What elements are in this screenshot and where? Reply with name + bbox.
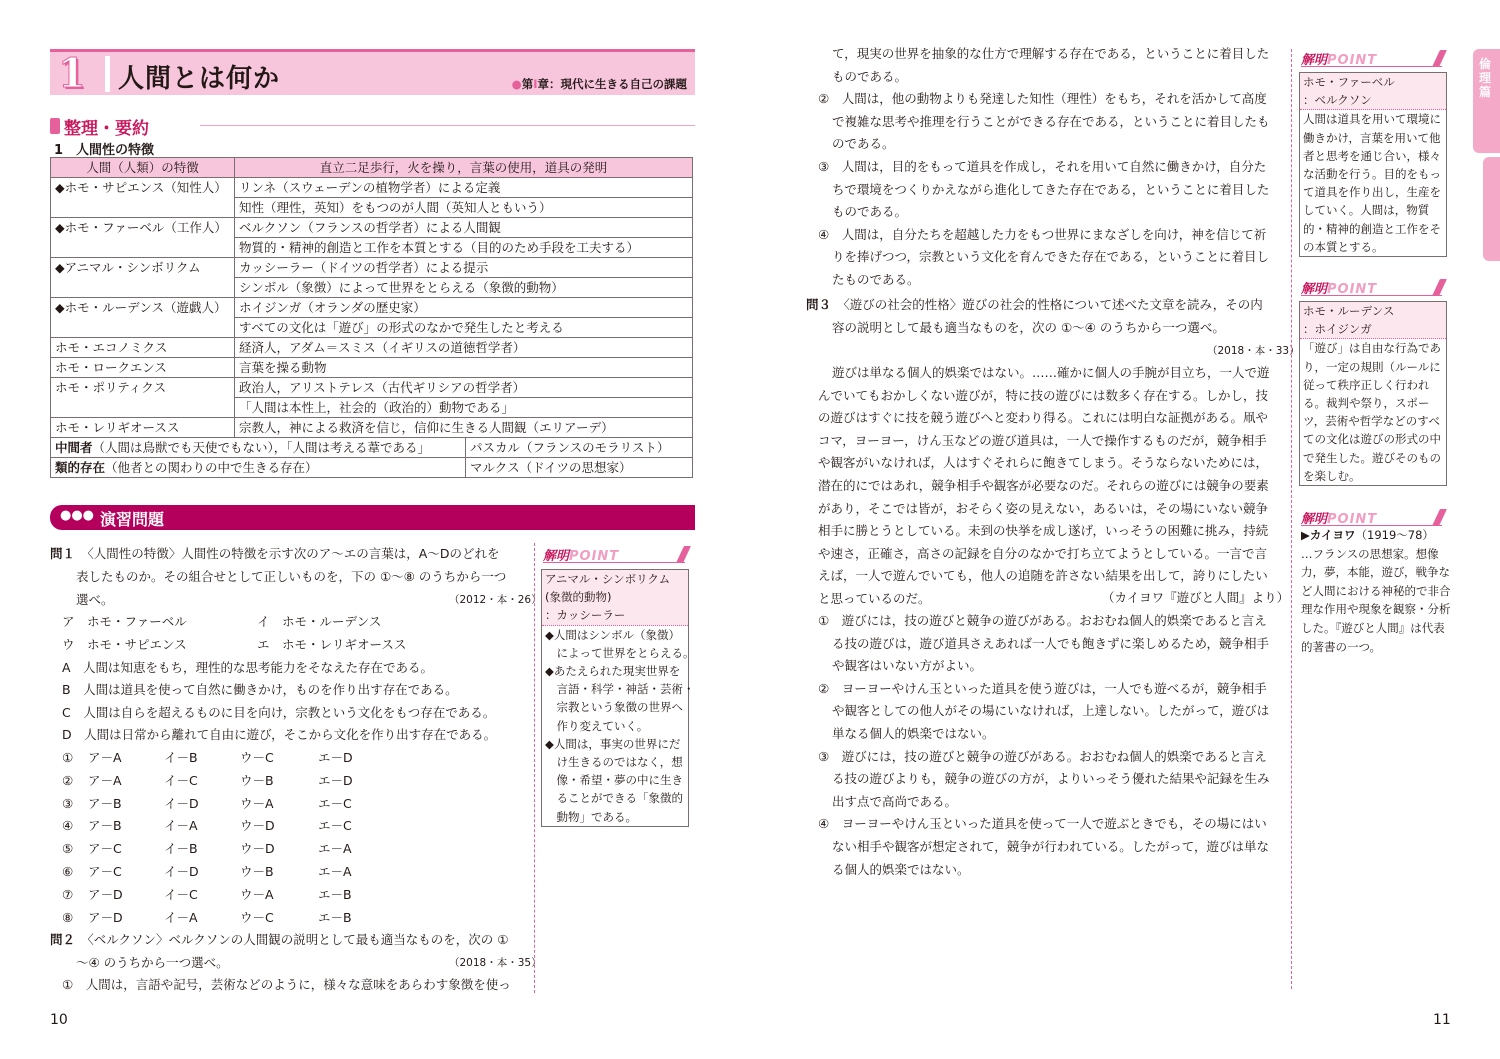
- table-cell: 言葉を操る動物: [235, 358, 693, 378]
- choice-cell: イ－A: [164, 909, 198, 925]
- table-cell: ベルクソン（フランスの哲学者）による人間観: [235, 218, 693, 238]
- q1-term: イ ホモ・ルーデンス: [257, 614, 382, 629]
- point-line: 者と思考を通じ合い，様々: [1303, 148, 1441, 163]
- q3-option-line: ④ ヨーヨーやけん玉といった道具を使って一人で遊ぶときでも，その場にはい: [818, 816, 1267, 832]
- table-cell: [51, 238, 235, 258]
- choice-cell: ⑤: [62, 841, 74, 857]
- q1-def: C 人間は自らを超えるものに目を向け，宗教という文化をもつ存在である。: [62, 705, 496, 720]
- point-line: な活動を行う。目的をもっ: [1303, 167, 1441, 182]
- point-line: け生きるのではなく，想: [545, 755, 683, 770]
- table-term: 中間者: [55, 440, 93, 455]
- table-row: [51, 178, 693, 198]
- choice-cell: ア－D: [88, 909, 123, 925]
- point-line: ◆あたえられた現実世界を: [545, 664, 681, 679]
- table-cell: ◆ホモ・ルーデンス（遊戯人）: [51, 298, 235, 318]
- point-label-en: POINT: [1327, 512, 1378, 527]
- margin-divider: [1291, 49, 1292, 989]
- pencil-icon: [1432, 509, 1447, 526]
- point-body: [1301, 545, 1451, 657]
- q3-option-line: る個人的娯楽ではない。: [832, 861, 970, 877]
- point-label: 解明: [1301, 53, 1328, 68]
- table-cell: [51, 458, 466, 478]
- table-cell: カッシーラー（ドイツの哲学者）による提示: [235, 258, 693, 278]
- page-number-left: 10: [50, 1012, 68, 1028]
- table-cell: ホイジンガ（オランダの歴史家）: [235, 298, 693, 318]
- point-line: 「遊び」は自由な行為であ: [1303, 341, 1441, 356]
- bullet-icon: ●: [511, 77, 522, 91]
- table-cell: ◆ホモ・ファーベル（工作人）: [51, 218, 235, 238]
- exercises-bar: [50, 505, 695, 530]
- choice-cell: イ－B: [164, 841, 198, 857]
- point-box-r2: [1299, 301, 1447, 486]
- choice-cell: エ－C: [318, 818, 352, 834]
- q2-line: ちで環境をつくりかえながら進化してきた存在である，ということに着目した: [832, 181, 1270, 197]
- point-line: ど人間における神秘的で非合: [1301, 583, 1451, 598]
- choice-cell: ⑦: [62, 886, 74, 902]
- traits-table: [50, 157, 693, 478]
- table-cell: [51, 198, 235, 218]
- choice-cell: イ－A: [164, 818, 198, 834]
- point-body: [545, 626, 695, 826]
- chapter-header: [50, 49, 695, 95]
- q2-number: 問２: [50, 932, 76, 947]
- passage-line: んでいてもおかしくない遊びが，特に技の遊びには数多く存在する。しかし，技: [818, 387, 1269, 403]
- point-title-line: アニマル・シンボリクム: [545, 572, 671, 586]
- point-line: 働きかけ，言葉を用いて他: [1303, 130, 1441, 145]
- choice-cell: ⑧: [62, 909, 74, 925]
- table-cell: ホモ・ポリティクス: [51, 378, 235, 398]
- q3-option-line: ② ヨーヨーやけん玉といった道具を使う遊びは，一人でも遊べるが，競争相手: [818, 680, 1267, 696]
- point-title-line: ホモ・ルーデンス: [1303, 304, 1395, 318]
- point-title-line: ：カッシーラー: [545, 608, 626, 623]
- chapter-divider: [105, 56, 110, 92]
- point-line: の本質とする。: [1303, 239, 1384, 254]
- q1-term: ア ホモ・ファーベル: [62, 614, 187, 629]
- passage-line: 遊びは単なる個人的娯楽ではない。……確かに個人の手腕が目立ち，一人で遊: [832, 365, 1270, 380]
- point-line: 作り変えていく。: [545, 718, 649, 733]
- exercises-title: 演習問題: [100, 510, 165, 529]
- table-row: [51, 358, 693, 378]
- choice-cell: ア－C: [88, 864, 122, 879]
- choice-cell: ウ－B: [240, 772, 274, 788]
- point-line: 言語・科学・神話・芸術・: [545, 682, 695, 697]
- point-title: [1300, 73, 1446, 110]
- choice-cell: エ－D: [318, 772, 353, 788]
- choice-cell: イ－C: [164, 886, 198, 902]
- point-title-line: ：ベルクソン: [1303, 93, 1372, 108]
- point-line: 力，夢，本能，遊び，戦争な: [1301, 565, 1451, 580]
- point-label: 解明: [1301, 282, 1328, 297]
- choice-cell: イ－D: [164, 795, 199, 811]
- table-header: 直立二足歩行，火を操り，言葉の使用，道具の発明: [235, 158, 693, 178]
- point-box-left: [541, 569, 695, 827]
- table-term: 類的存在: [55, 460, 106, 475]
- point-body: [1303, 110, 1443, 256]
- q1-number: 問１: [50, 546, 76, 561]
- table-row: [51, 418, 693, 438]
- sub-prefix: 第: [521, 77, 534, 91]
- q2-option: ① 人間は，言語や記号，芸術などのように，様々な意味をあらわす象徴を使っ: [62, 977, 511, 992]
- q3-source: （カイヨワ『遊びと人間』より）: [1102, 590, 1290, 605]
- point-label-en: POINT: [569, 549, 620, 564]
- sub-roman: Ⅰ: [533, 77, 538, 91]
- q2-line: りを捧げつつ，宗教という文化を育んできた存在である，ということに着目し: [832, 249, 1270, 265]
- passage-line: コマ，ヨーヨー，けん玉などの遊び道具は，一人で操作するものだが，競争相手: [818, 432, 1267, 448]
- q1-line2: 表したものか。その組合せとして正しいものを，下の ①～⑧ のうちから一つ: [76, 569, 507, 584]
- q2-line2: ～④ のうちから一つ選べ。: [76, 955, 229, 970]
- point-line: で発生した。遊びそのもの: [1303, 450, 1441, 465]
- q3-line1: [806, 294, 1263, 317]
- choice-cell: ア－A: [88, 750, 122, 765]
- point-line: 動物」である。: [545, 809, 637, 824]
- q3-option-line: ③ 遊びには，技の遊びと競争の遊びがある。おおむね個人的娯楽であると言え: [818, 748, 1267, 764]
- point-title-line: ホモ・ファーベル: [1303, 75, 1395, 89]
- table-row: [51, 378, 693, 398]
- q2-line: たものである。: [832, 272, 920, 287]
- table-row: [51, 278, 693, 298]
- point-line: 的・精神的創造と工作をそ: [1303, 221, 1441, 236]
- table-cell: [51, 438, 466, 458]
- point-box-r1: [1299, 72, 1447, 257]
- q2-line: ものである。: [832, 204, 908, 220]
- point-title-line: ：ホイジンガ: [1303, 322, 1372, 337]
- table-cell: 「人間は本性上，社会的（政治的）動物である」: [235, 398, 693, 418]
- point-title: [1300, 302, 1446, 339]
- chapter-number: 1: [58, 50, 86, 97]
- choice-cell: ウ－A: [240, 795, 274, 811]
- pencil-icon: [1432, 50, 1447, 67]
- passage-line: 潜在的にではあれ，競争相手や観客が必要なのだ。それらの遊びには競争の要素: [818, 478, 1269, 493]
- section-title: 整理・要約: [64, 119, 149, 139]
- section-heading: [50, 114, 695, 139]
- point-label-en: POINT: [1327, 282, 1378, 297]
- q1-text: 〈人間性の特徴〉人間性の特徴を示す次のア～エの言葉は，A～Dのどれを: [87, 546, 500, 561]
- q3-year: （2018・本・33）: [1207, 345, 1300, 357]
- table-cell: 知性（理性，英知）をもつのが人間（英知人ともいう）: [235, 198, 693, 218]
- table-cell: ホモ・レリギオースス: [51, 418, 235, 438]
- q1-year: （2012・本・26）: [449, 594, 542, 606]
- choice-cell: ④: [62, 818, 74, 834]
- passage-line: や速さ，正確さ，高さの記録を自分のなかで打ち立てようとしている。一言で言: [818, 545, 1268, 561]
- q2-text: 〈ベルクソン〉ベルクソンの人間観の説明として最も適当なものを，次の ①: [87, 932, 509, 947]
- choice-cell: エ－D: [318, 750, 353, 765]
- square-icon: [50, 118, 60, 134]
- subheading: 1 人間性の特徴: [54, 143, 155, 158]
- table-cell: ◆アニマル・シンボリクム: [51, 258, 235, 278]
- table-row: [51, 318, 693, 338]
- passage-line: の遊びはすぐに技を競う遊びへと変わり得る。これには明白な証拠がある。凧や: [818, 410, 1269, 426]
- table-cell: ◆ホモ・サピエンス（知性人）: [51, 178, 235, 198]
- point-line: 理な作用や現象を観察・分析: [1301, 602, 1451, 617]
- point-line: によって世界をとらえる。: [545, 645, 695, 660]
- choice-cell: ウ－A: [240, 886, 274, 902]
- passage-line: と思っているのだ。: [818, 591, 931, 606]
- table-cell: 経済人，アダム＝スミス（イギリスの道徳哲学者）: [235, 338, 693, 358]
- q3-text: 〈遊びの社会的性格〉遊びの社会的性格について述べた文章を読み，その内: [843, 297, 1263, 312]
- point-line: る。裁判や祭り，スポー: [1303, 396, 1430, 411]
- pencil-icon: [676, 546, 691, 563]
- point-line: した。『遊びと人間』は代表: [1301, 620, 1445, 635]
- table-row: [51, 258, 693, 278]
- q2-line: ものである。: [832, 68, 908, 84]
- point-line: ることができる「象徴的: [545, 791, 683, 806]
- q2-year: （2018・本・35）: [449, 957, 542, 969]
- person-heading: [1301, 526, 1451, 545]
- choice-cell: ウ－C: [240, 909, 274, 925]
- choice-cell: エ－B: [318, 909, 352, 925]
- section-tab-secondary[interactable]: [1483, 157, 1500, 261]
- table-cell: すべての文化は「遊び」の形式のなかで発生したと考える: [235, 318, 693, 338]
- choice-cell: ア－C: [88, 841, 122, 857]
- choice-cell: ③: [62, 795, 74, 811]
- choice-cell: ア－D: [88, 886, 123, 902]
- choice-cell: ア－B: [88, 795, 122, 811]
- dots-icon: ●●●: [60, 508, 95, 523]
- passage-line: 相手に勝とうとしている。未到の快挙を成し遂げ，いっそうの困難に挑み，持続: [818, 523, 1269, 539]
- table-desc: （他者との関わりの中で生きる存在）: [105, 460, 318, 475]
- table-cell: パスカル（フランスのモラリスト）: [466, 438, 693, 458]
- table-row: [51, 198, 693, 218]
- point-line: 従って秩序正しく行われ: [1303, 377, 1430, 392]
- chapter-title: 人間とは何か: [118, 64, 281, 94]
- passage-line: や観客がいなければ，人はすぐそれらに飽きてしまう。そうならないためには，: [818, 455, 1269, 471]
- table-row: [51, 298, 693, 318]
- q1-def: A 人間は知恵をもち，理性的な思考能力をそなえた存在である。: [62, 660, 434, 675]
- section-rule: [200, 125, 695, 126]
- sub-rest: 章：現代に生きる自己の課題: [537, 77, 687, 91]
- chapter-subtitle: [512, 76, 687, 92]
- table-header-row: [51, 158, 693, 178]
- table-row: [51, 238, 693, 258]
- point-line: 宗教という象徴の世界へ: [545, 700, 683, 715]
- point-rule: [1301, 66, 1442, 67]
- person-years: （1919～78）: [1355, 528, 1434, 542]
- q1-line1: [50, 543, 499, 566]
- q1-def: B 人間は道具を使って自然に働きかけ，ものを作り出す存在である。: [62, 682, 458, 697]
- point-label: 解明: [543, 549, 570, 564]
- q3-line2: 容の説明として最も適当なものを，次の ①～④ のうちから一つ選べ。: [832, 320, 1225, 335]
- q3-option-line: ① 遊びには，技の遊びと競争の遊びがある。おおむね個人的娯楽であると言え: [818, 613, 1267, 628]
- point-line: …フランスの思想家。想像: [1301, 546, 1439, 561]
- point-label: 解明: [1301, 512, 1328, 527]
- choice-cell: エ－C: [318, 795, 352, 811]
- point-line: 人間は道具を用いて環境に: [1303, 112, 1441, 127]
- table-desc: （人間は鳥獣でも天使でもない），「人間は考える葦である」: [92, 440, 431, 455]
- table-cell: [51, 398, 235, 418]
- choice-cell: エ－B: [318, 886, 352, 902]
- q3-option-line: る技の遊びよりも，競争の遊びの方が，よりいっそう優れた結果や記録を生み: [832, 771, 1270, 787]
- table-cell: マルクス（ドイツの思想家）: [466, 458, 693, 478]
- choice-cell: ア－B: [88, 818, 122, 834]
- q2-line: ④ 人間は，自分たちを超越した力をもつ世界にまなざしを向け，神を信じて祈: [818, 226, 1267, 242]
- point-line: していく。人間は，物質: [1303, 203, 1430, 218]
- choice-cell: イ－C: [164, 772, 198, 788]
- choice-cell: ウ－C: [240, 750, 274, 765]
- choice-cell: ア－A: [88, 772, 122, 788]
- point-line: ◆人間は，事実の世界にだ: [545, 736, 681, 751]
- passage-line: があり，そこでは皆が，おそらく姿の見えない，あるいは，その場にいない競争: [818, 500, 1269, 516]
- choice-cell: ⑥: [62, 864, 74, 879]
- table-row: [51, 398, 693, 418]
- choice-cell: エ－A: [318, 864, 352, 879]
- table-header: 人間（人類）の特徴: [51, 158, 235, 178]
- q2-line: ② 人間は，他の動物よりも発達した知性（理性）をもち，それを活かして高度: [818, 91, 1267, 107]
- table-cell: シンボル（象徴）によって世界をとらえる（象徴的動物）: [235, 278, 693, 298]
- choice-cell: イ－B: [164, 750, 198, 765]
- q1-def: D 人間は日常から離れて自由に遊び，そこから文化を作り出す存在である。: [62, 727, 497, 742]
- choice-cell: ウ－D: [240, 841, 275, 857]
- point-title-line: (象徴的動物): [545, 590, 612, 605]
- q1-line3: 選べ。: [76, 592, 114, 607]
- table-row: [51, 218, 693, 238]
- table-cell: 宗教人，神による救済を信じ，信仰に生きる人間観（エリアーデ）: [235, 418, 693, 438]
- point-title: [542, 570, 688, 626]
- table-cell: [51, 278, 235, 298]
- table-cell: ホモ・ロークエンス: [51, 358, 235, 378]
- point-line: 的著書の一つ。: [1301, 639, 1382, 654]
- point-box-r3: [1301, 526, 1451, 656]
- choice-cell: ウ－D: [240, 818, 275, 834]
- q3-option-line: や観客としての他人がその場にいなければ，上達しない。したがって，遊びは: [832, 703, 1270, 719]
- passage-line: えば，一人で遊んでいても，他人の追随を許さない結果を出して，誇りにしたい: [818, 568, 1268, 584]
- point-line: ての文化は遊びの形式の中: [1303, 432, 1441, 447]
- q2-line: のである。: [832, 136, 895, 152]
- q1-term: エ ホモ・レリギオースス: [257, 637, 407, 652]
- q3-option-line: ない相手や観客が想定されて，競争が行われている。したがって，遊びは単な: [832, 839, 1270, 854]
- q3-option-line: 単なる個人的娯楽ではない。: [832, 726, 995, 741]
- choice-cell: エ－A: [318, 841, 352, 857]
- q3-option-line: る技の遊びは，遊び道具さえあれば一人でも飽きずに楽しめるため，競争相手: [832, 635, 1270, 651]
- table-cell: 政治人，アリストテレス（古代ギリシアの哲学者）: [235, 378, 693, 398]
- q2-line: て，現実の世界を抽象的な仕方で理解する存在である，ということに着目した: [832, 46, 1270, 61]
- q2-line: で複雑な思考や推理を行うことができる存在である，ということに着目したも: [832, 113, 1270, 129]
- table-row: [51, 458, 693, 478]
- point-line: 像・希望・夢の中に生き: [545, 773, 683, 788]
- margin-divider: [534, 543, 535, 993]
- pencil-icon: [1432, 279, 1447, 296]
- q3-option-line: や観客はいない方がよい。: [832, 658, 983, 674]
- point-line: り，一定の規則（ルールに: [1303, 359, 1441, 374]
- point-line: ◆人間はシンボル（象徴）: [545, 627, 681, 642]
- q3-number: 問３: [806, 297, 832, 312]
- q2-line: ③ 人間は，目的をもって道具を作成し，それを用いて自然に働きかけ，自分た: [818, 159, 1267, 174]
- point-rule: [1301, 295, 1442, 296]
- table-cell: ホモ・エコノミクス: [51, 338, 235, 358]
- choice-cell: ウ－B: [240, 864, 274, 879]
- q2-line1: [50, 929, 508, 952]
- point-line: を楽しむ。: [1303, 468, 1361, 483]
- q3-option-line: 出す点で高尚である。: [832, 793, 958, 809]
- choice-cell: イ－D: [164, 864, 199, 879]
- point-line: て道具を作り出し，生産を: [1303, 185, 1441, 200]
- person-name: ▶カイヨワ: [1301, 528, 1356, 542]
- page-number-right: 11: [1433, 1012, 1451, 1028]
- section-tab-label: 倫理篇: [1479, 57, 1492, 99]
- table-cell: [51, 318, 235, 338]
- section-tab[interactable]: [1473, 49, 1500, 153]
- point-label-en: POINT: [1327, 53, 1378, 68]
- table-row: [51, 338, 693, 358]
- q1-term: ウ ホモ・サピエンス: [62, 637, 187, 652]
- point-body: [1303, 339, 1443, 485]
- point-rule: [543, 562, 685, 563]
- point-line: ツ，芸術や哲学などのすべ: [1303, 414, 1440, 429]
- table-row: [51, 438, 693, 458]
- choice-cell: ②: [62, 772, 74, 788]
- choice-cell: ①: [62, 750, 74, 765]
- table-cell: 物質的・精神的創造と工作を本質とする（目的のため手段を工夫する）: [235, 238, 693, 258]
- table-cell: リンネ（スウェーデンの植物学者）による定義: [235, 178, 693, 198]
